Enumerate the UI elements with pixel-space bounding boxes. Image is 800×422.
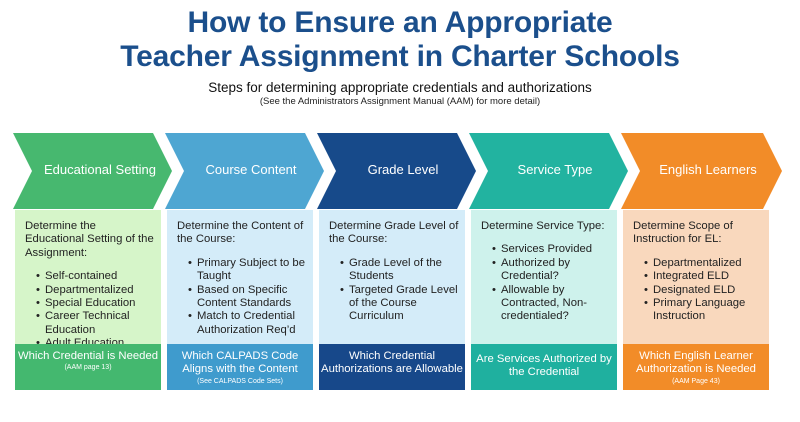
step-footer-text: Which CALPADS Code Aligns with the Content <box>181 350 299 376</box>
page-title <box>0 6 800 74</box>
step-bullet-list <box>177 257 307 337</box>
step-footer <box>167 344 313 390</box>
step-footer-text: Are Services Authorized by the Credential <box>476 353 612 379</box>
step-bullet: • Departmentalized <box>37 284 155 297</box>
step-educational-setting <box>15 210 161 390</box>
step-footer-ref: (See CALPADS Code Sets) <box>197 377 283 385</box>
step-footer-ref: (AAM page 13) <box>64 364 112 372</box>
arrow-label-educational-setting: Educational Setting <box>43 162 157 177</box>
step-footer-text: Which Credential Authorizations are Allowable <box>321 350 463 376</box>
step-bullet-list <box>633 257 763 324</box>
step-grade-level <box>319 210 465 390</box>
step-bullet: • Special Education <box>37 297 155 310</box>
step-intro: Determine the Educational Setting of the Assignment: <box>25 220 154 259</box>
step-bullet: • Authorized by Credential? <box>493 257 611 284</box>
step-bullet: • Grade Level of the Students <box>341 257 459 284</box>
step-footer-text: Which English Learner Authorization is Needed <box>636 350 756 376</box>
step-course-content <box>167 210 313 390</box>
step-bullet: • Departmentalized <box>645 257 763 270</box>
step-bullet: • Allowable by Contracted, Non-credentialed? <box>493 284 611 324</box>
step-body <box>319 210 465 344</box>
page-note: (See the Administrators Assignment Manual (AAM) for more detail) <box>259 96 541 107</box>
step-bullet: • Based on Specific Content Standards <box>189 284 307 311</box>
step-body <box>623 210 769 344</box>
step-bullet: • Targeted Grade Level of the Course Curriculum <box>341 284 459 324</box>
step-bullet: • Primary Language Instruction <box>645 297 763 324</box>
arrow-label-service-type: Service Type <box>517 162 593 177</box>
step-intro: Determine Scope of Instruction for EL: <box>633 220 733 246</box>
arrow-label-grade-level: Grade Level <box>367 162 439 177</box>
step-footer-ref: (AAM Page 43) <box>672 377 720 385</box>
step-footer <box>623 344 769 390</box>
step-bullet: • Match to Credential Authorization Req’d <box>189 310 307 337</box>
step-footer <box>471 344 617 390</box>
step-body <box>471 210 617 344</box>
step-english-learners <box>623 210 769 390</box>
step-bullet: • Designated ELD <box>645 284 763 297</box>
step-body <box>167 210 313 344</box>
step-bullet: • Career Technical Education <box>37 310 155 337</box>
title-line-2: Teacher Assignment in Charter Schools <box>120 40 680 73</box>
step-bullet-list <box>329 257 459 324</box>
page-subtitle: Steps for determining appropriate credentials and authorizations <box>208 80 592 95</box>
step-intro: Determine Grade Level of the Course: <box>329 220 459 246</box>
step-intro: Determine Service Type: <box>481 220 605 232</box>
step-intro: Determine the Content of the Course: <box>177 220 304 246</box>
step-footer <box>319 344 465 390</box>
step-footer <box>15 344 161 390</box>
step-bullet-list <box>25 270 155 350</box>
arrow-label-english-learners: English Learners <box>659 162 757 177</box>
step-bullet: • Services Provided <box>493 243 611 256</box>
title-line-1: How to Ensure an Appropriate <box>187 6 613 39</box>
step-bullet: • Self-contained <box>37 270 155 283</box>
step-bullet-list <box>481 243 611 323</box>
arrow-label-course-content: Course Content <box>205 162 297 177</box>
step-bullet: • Integrated ELD <box>645 270 763 283</box>
step-bullet: • Primary Subject to be Taught <box>189 257 307 284</box>
step-body <box>15 210 161 344</box>
step-footer-text: Which Credential is Needed <box>17 350 159 362</box>
step-service-type <box>471 210 617 390</box>
